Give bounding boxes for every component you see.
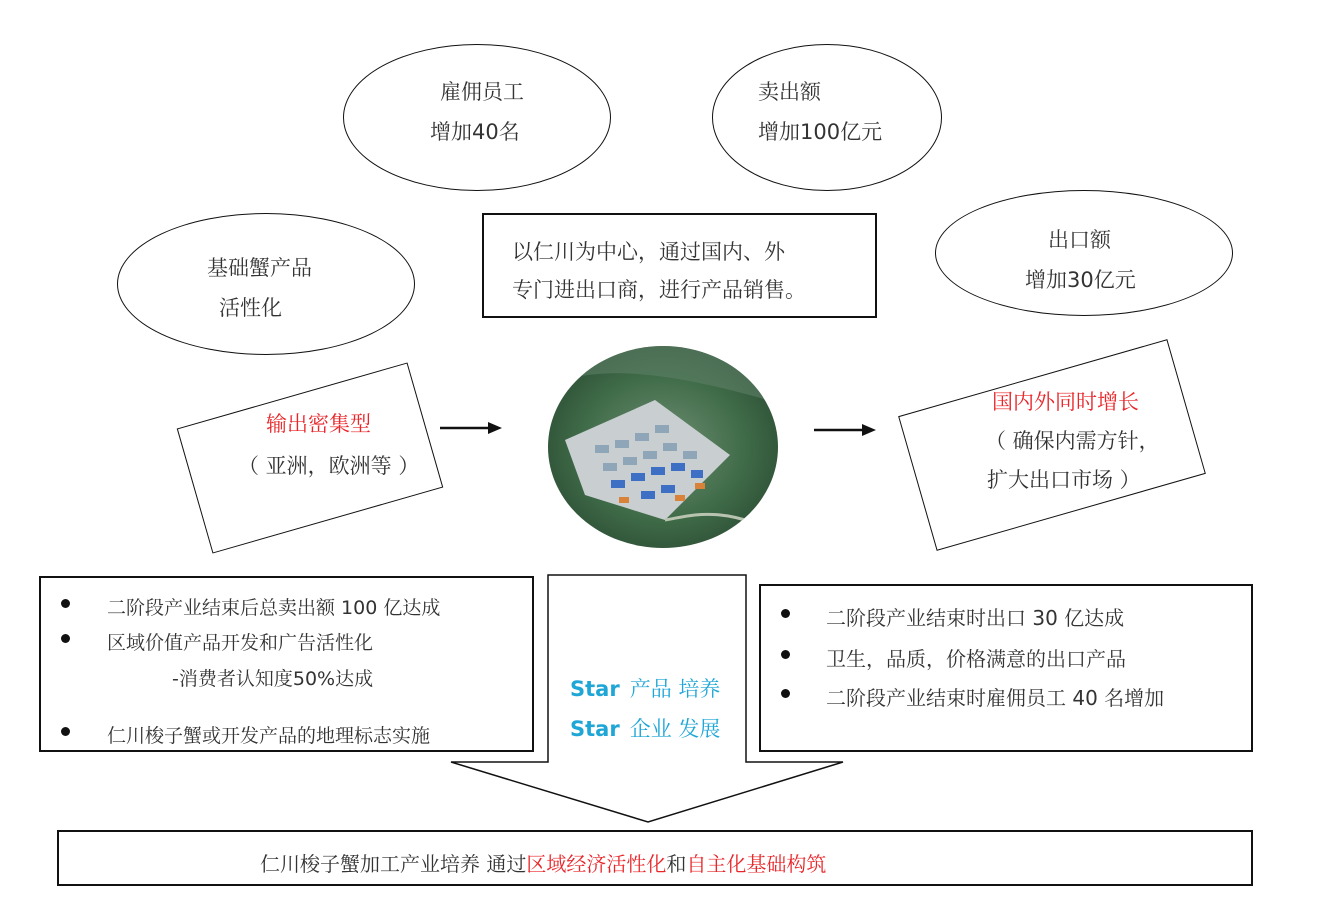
bottom-summary-text xyxy=(260,848,826,877)
bullet-dot xyxy=(61,634,70,643)
right-goal-item-3: 二阶段产业结束时雇佣员工 40 名增加 xyxy=(826,686,1165,710)
star-product-line xyxy=(570,673,720,703)
bottom-summary-highlight-1: 区域经济活性化 xyxy=(526,852,667,876)
sales-title: 卖出额 xyxy=(758,80,821,104)
basic-product-ellipse xyxy=(117,213,415,355)
industrial-complex-aerial-image xyxy=(545,345,785,553)
bottom-summary-prefix: 仁川梭子蟹加工产业培养 通过 xyxy=(260,852,527,876)
sales-value: 增加100亿元 xyxy=(758,120,883,144)
left-goal-item-3: 仁川梭子蟹或开发产品的地理标志实施 xyxy=(107,725,431,747)
employees-value: 增加40名 xyxy=(430,120,520,144)
domestic-foreign-growth-title: 国内外同时增长 xyxy=(992,390,1139,414)
right-goal-item-2: 卫生，品质，价格满意的出口产品 xyxy=(826,647,1126,671)
star-label-1: Star xyxy=(570,677,620,701)
center-description-line2: 专门进出口商，进行产品销售。 xyxy=(512,278,806,302)
bullet-dot xyxy=(61,727,70,736)
star-company-text: 企业 发展 xyxy=(629,717,721,741)
domestic-foreign-growth-line3: 扩大出口市场 ） xyxy=(987,468,1141,492)
right-arrow-right xyxy=(812,420,882,440)
left-goal-item-1: 二阶段产业结束后总卖出额 100 亿达成 xyxy=(107,597,441,619)
domestic-foreign-growth-line2: （ 确保内需方针， xyxy=(985,429,1160,453)
star-product-text: 产品 培养 xyxy=(629,677,721,701)
star-company-line xyxy=(570,713,720,743)
export-intensive-subtitle: （ 亚洲，欧洲等 ） xyxy=(238,454,420,478)
bullet-dot xyxy=(781,650,790,659)
bottom-summary-connector: 和 xyxy=(666,852,687,876)
bottom-summary-highlight-2: 自主化基础构筑 xyxy=(686,852,827,876)
right-goal-item-1: 二阶段产业结束时出口 30 亿达成 xyxy=(826,606,1125,630)
left-goal-item-2: 区域价值产品开发和广告活性化 xyxy=(107,632,374,654)
star-label-2: Star xyxy=(570,717,620,741)
exports-title: 出口额 xyxy=(1048,228,1111,252)
right-arrow-left xyxy=(438,418,508,438)
left-goal-sub-item: -消费者认知度50%达成 xyxy=(172,668,374,690)
basic-product-value: 活性化 xyxy=(219,296,282,320)
bullet-dot xyxy=(61,599,70,608)
basic-product-title: 基础蟹产品 xyxy=(207,256,312,280)
employees-title: 雇佣员工 xyxy=(440,80,524,104)
center-description-line1: 以仁川为中心，通过国内、外 xyxy=(512,240,785,264)
bullet-dot xyxy=(781,689,790,698)
exports-value: 增加30亿元 xyxy=(1025,268,1136,292)
export-intensive-title: 输出密集型 xyxy=(266,412,371,436)
bullet-dot xyxy=(781,609,790,618)
